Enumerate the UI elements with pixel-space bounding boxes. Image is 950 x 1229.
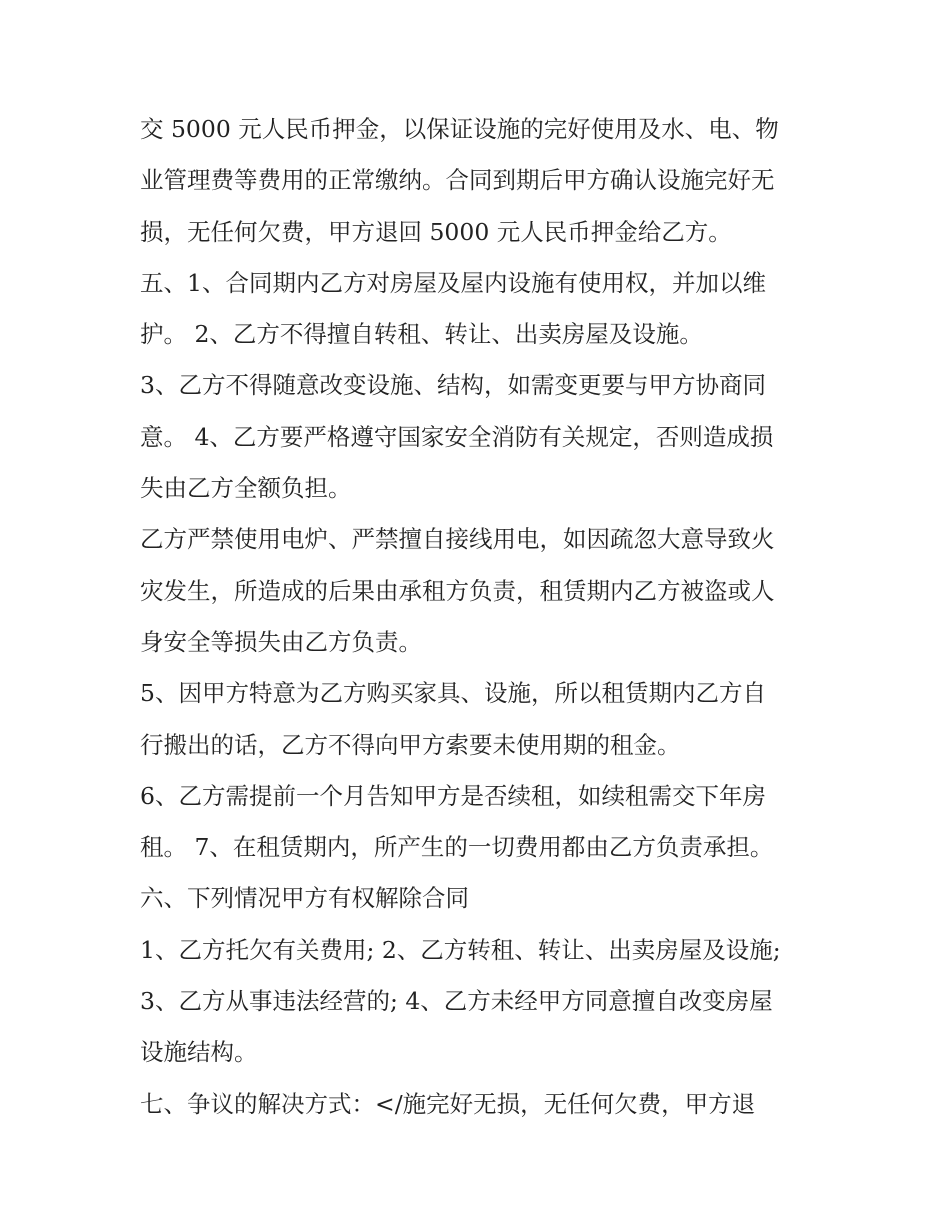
- text-line: 交 5000 元人民币押金，以保证设施的完好使用及水、电、物: [140, 115, 779, 143]
- text-line: 租。 7、在租赁期内，所产生的一切费用都由乙方负责承担。: [140, 833, 774, 862]
- text-line: 3、乙方不得随意改变设施、结构，如需变更要与甲方协商同: [140, 371, 766, 400]
- text-line: 3、乙方从事违法经营的; 4、乙方未经甲方同意擅自改变房屋: [140, 987, 773, 1016]
- contract-text-body: [140, 104, 830, 1130]
- text-line: 六、下列情况甲方有权解除合同: [140, 884, 469, 913]
- text-line: 灾发生，所造成的后果由承租方负责，租赁期内乙方被盗或人: [140, 576, 775, 605]
- text-line: 业管理费等费用的正常缴纳。合同到期后甲方确认设施完好无: [140, 166, 775, 195]
- text-line: 行搬出的话，乙方不得向甲方索要未使用期的租金。: [140, 730, 681, 759]
- text-line: 护。 2、乙方不得擅自转租、转让、出卖房屋及设施。: [140, 320, 703, 349]
- text-line: 乙方严禁使用电炉、严禁擅自接线用电，如因疏忽大意导致火: [140, 525, 775, 554]
- text-line: 七、争议的解决方式：</施完好无损，无任何欠费，甲方退: [140, 1089, 756, 1118]
- text-line: 6、乙方需提前一个月告知甲方是否续租，如续租需交下年房: [140, 781, 766, 810]
- text-line: 身安全等损失由乙方负责。: [140, 627, 422, 656]
- text-line: 5、因甲方特意为乙方购买家具、设施，所以租赁期内乙方自: [140, 679, 766, 708]
- text-line: 1、乙方托欠有关费用; 2、乙方转租、转让、出卖房屋及设施;: [140, 935, 781, 964]
- text-line: 失由乙方全额负担。: [140, 474, 352, 503]
- text-line: 意。 4、乙方要严格遵守国家安全消防有关规定，否则造成损: [140, 422, 774, 451]
- text-line: 五、1、合同期内乙方对房屋及屋内设施有使用权，并加以维: [140, 268, 766, 297]
- text-line: 损，无任何欠费，甲方退回 5000 元人民币押金给乙方。: [140, 217, 732, 246]
- text-line: 设施结构。: [140, 1038, 258, 1067]
